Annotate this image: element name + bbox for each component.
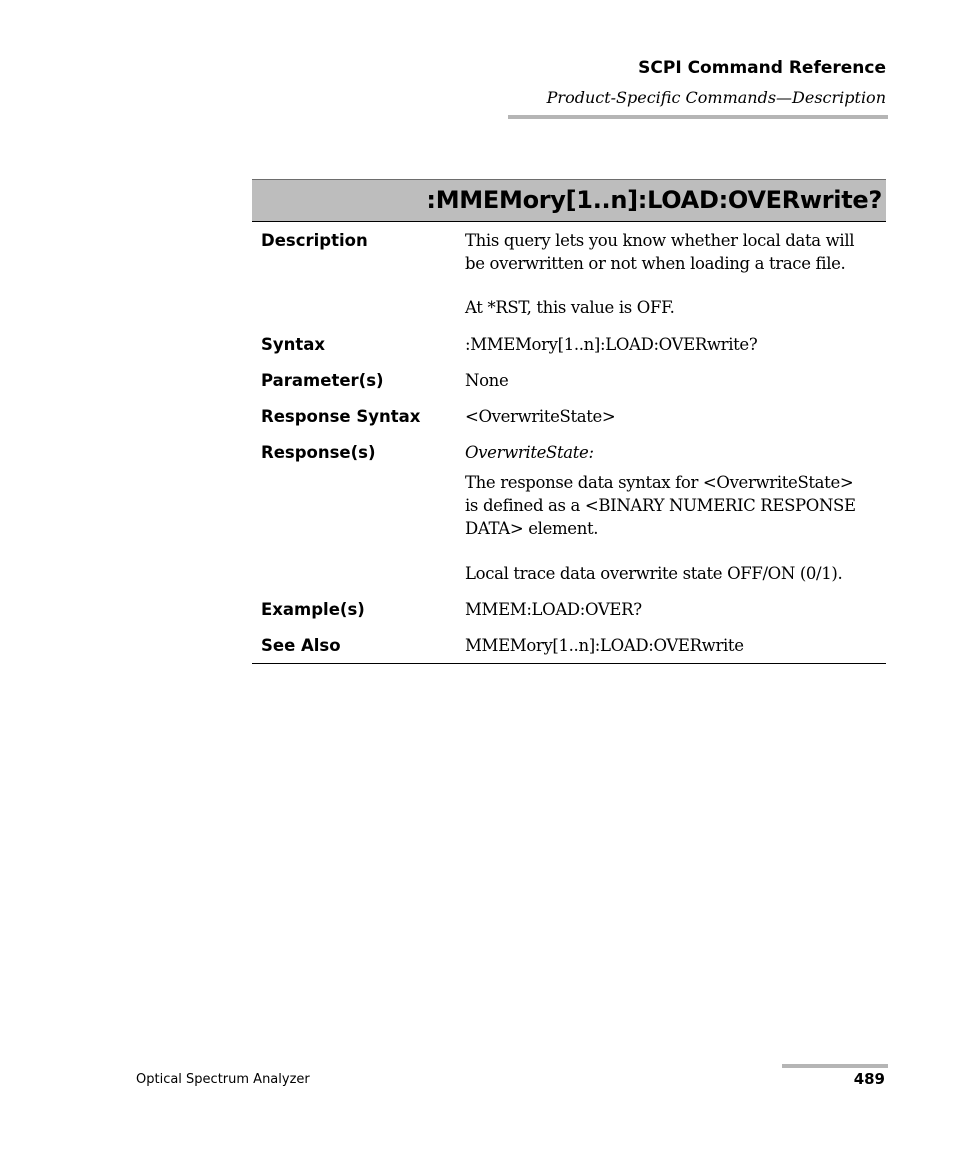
table-bottom-rule	[252, 663, 886, 664]
description-label: Description	[261, 231, 368, 250]
description-text-line-1: This query lets you know whether local data will	[465, 231, 855, 250]
running-header-subtitle: Product-Specific Commands—Description	[546, 88, 886, 107]
parameters-value: None	[465, 371, 509, 390]
syntax-value: :MMEMory[1..n]:LOAD:OVERwrite?	[465, 335, 758, 354]
responses-text-line-1: The response data syntax for <OverwriteState>	[465, 473, 854, 492]
syntax-label: Syntax	[261, 335, 326, 354]
responses-parameter-name: OverwriteState:	[465, 443, 594, 462]
see-also-value: MMEMory[1..n]:LOAD:OVERwrite	[465, 636, 744, 655]
responses-text-line-2: is defined as a <BINARY NUMERIC RESPONSE	[465, 496, 856, 515]
footer-rule	[782, 1064, 888, 1068]
responses-text-line-4: Local trace data overwrite state OFF/ON (0/1).	[465, 564, 843, 583]
footer-product-name: Optical Spectrum Analyzer	[136, 1072, 310, 1087]
responses-label: Response(s)	[261, 443, 376, 462]
description-rst-note: At *RST, this value is OFF.	[465, 298, 675, 317]
examples-value: MMEM:LOAD:OVER?	[465, 600, 642, 619]
command-title-banner	[252, 179, 886, 222]
header-rule	[508, 115, 888, 119]
response-syntax-label: Response Syntax	[261, 407, 421, 426]
command-title: :MMEMory[1..n]:LOAD:OVERwrite?	[426, 186, 882, 214]
page-number: 489	[853, 1070, 885, 1088]
description-text-line-2: be overwritten or not when loading a trace file.	[465, 254, 846, 273]
response-syntax-value: <OverwriteState>	[465, 407, 616, 426]
see-also-label: See Also	[261, 636, 341, 655]
examples-label: Example(s)	[261, 600, 365, 619]
responses-text-line-3: DATA> element.	[465, 519, 599, 538]
parameters-label: Parameter(s)	[261, 371, 384, 390]
running-header-title: SCPI Command Reference	[638, 58, 886, 78]
